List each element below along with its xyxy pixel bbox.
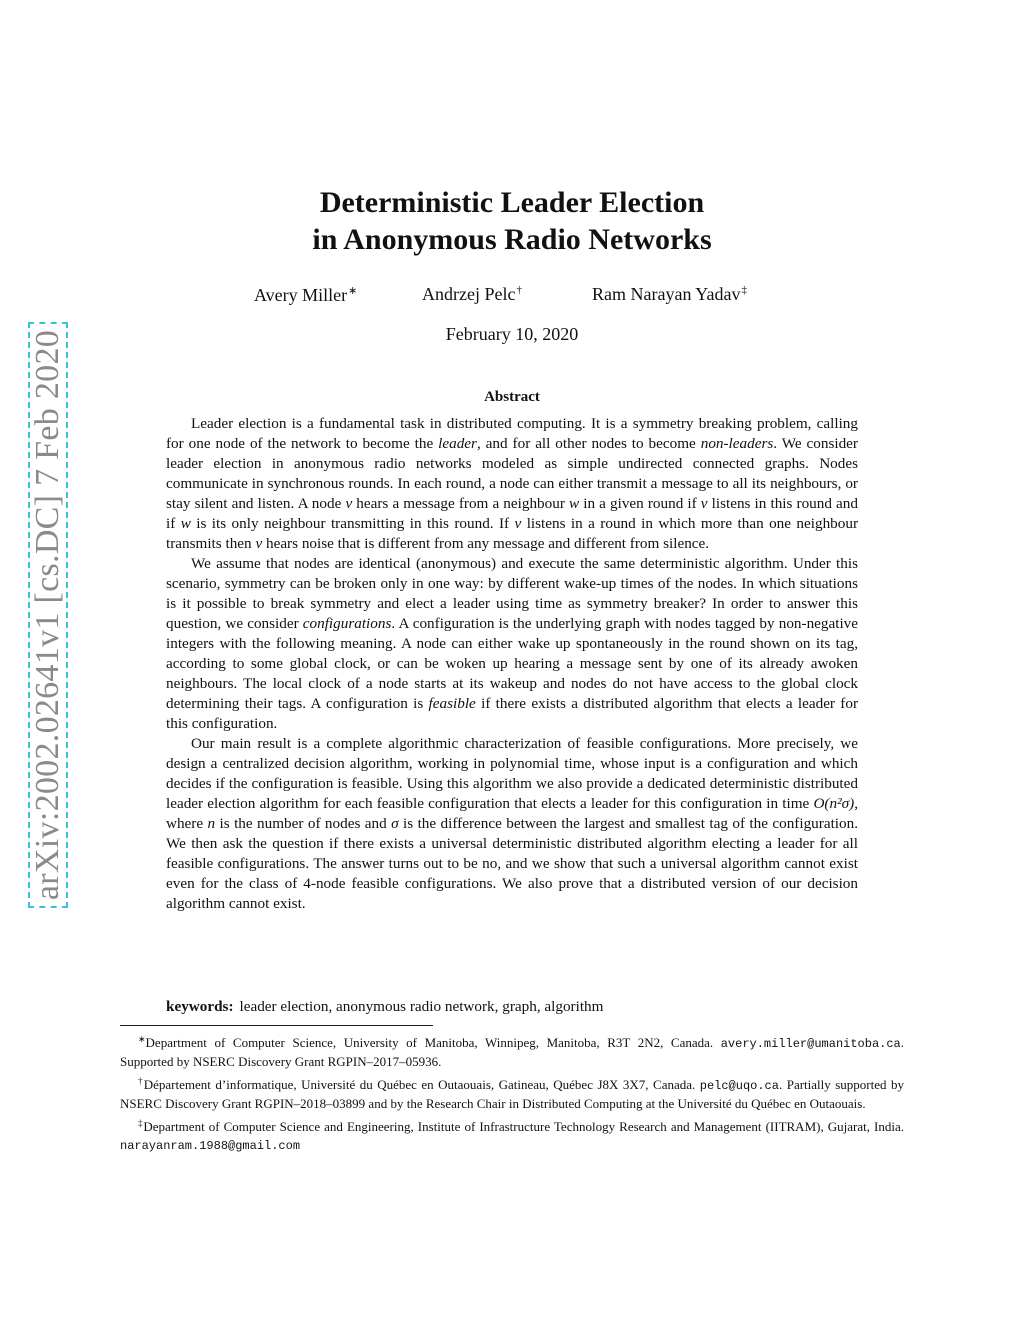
publication-date: February 10, 2020 — [445, 324, 579, 344]
footnotes — [120, 1030, 904, 1156]
abstract-paragraph-3: Our main result is a complete algorithmic characterization of feasible configurations. More precisely, we design a centralized decision algorithm, working in polynomial time, whose input is a configuration and which decides if the configuration is feasible. Using this algorithm we also provide a dedicated deterministic distributed leader election algorithm for each feasible configuration that elects a leader for this configuration in time O(n²σ), where n is the number of nodes and σ is the difference between the largest and smallest tag of the configuration. We then ask the question if there exists a universal deterministic distributed algorithm electing a leader for all feasible configurations. The answer turns out to be no, and we show that such a universal algorithm cannot exist even for the class of 4-node feasible configurations. We also prove that a distributed version of our decision algorithm cannot exist. — [166, 735, 858, 912]
email-link-2[interactable]: pelc@uqo.ca — [699, 1079, 779, 1093]
title-line-1: Deterministic Leader Election — [319, 186, 705, 219]
keywords-text: leader election, anonymous radio network, graph, algorithm — [239, 998, 604, 1015]
author-1: Avery Miller∗ — [254, 285, 358, 305]
author-3: Ram Narayan Yadav‡ — [592, 284, 747, 304]
title-line-2: in Anonymous Radio Networks — [312, 223, 712, 256]
footnote-1: ∗Department of Computer Science, University of Manitoba, Winnipeg, Manitoba, R3T 2N2, Canada. avery.miller@umanitoba.ca. Supported by NSERC Discovery Grant RGPIN–2017–05936. — [120, 1034, 904, 1069]
footnote-3: ‡Department of Computer Science and Engineering, Institute of Infrastructure Technology Research and Management (IITRAM), Gujarat, India. narayanram.1988@gmail.com — [120, 1118, 905, 1153]
keywords-label: keywords: — [166, 998, 234, 1015]
email-link-3[interactable]: narayanram.1988@gmail.com — [120, 1139, 301, 1153]
footnote-2: †Département d’informatique, Université du Québec en Outaouais, Gatineau, Québec J8X 3X7, Canada. pelc@uqo.ca. Partially supported by NSERC Discovery Grant RGPIN–2018–03899 and by the Research Chair in Distributed Computing at the Université du Québec en Outaouais. — [120, 1076, 905, 1111]
email-link-1[interactable]: avery.miller@umanitoba.ca — [720, 1037, 901, 1051]
abstract-paragraph-2: We assume that nodes are identical (anonymous) and execute the same deterministic algorithm. Under this scenario, symmetry can be broken only in one way: by different wake-up times of the nodes. In which situations is it possible to break symmetry and elect a leader using time as symmetry breaker? In order to answer this question, we consider configurations. A configuration is the underlying graph with nodes tagged by non-negative integers with the following meaning. A node can either wake up spontaneously in the round shown on its tag, according to some global clock, or can be woken up hearing a message sent by one of its already awoken neighbours. The local clock of a node starts at its wakeup and nodes do not have access to the global clock determining their tags. A configuration is feasible if there exists a distributed algorithm that elects a leader for this configuration. — [166, 555, 859, 732]
abstract-heading: Abstract — [484, 389, 540, 405]
abstract-body — [166, 414, 858, 914]
paper-title — [200, 184, 824, 258]
abstract-paragraph-1: Leader election is a fundamental task in distributed computing. It is a symmetry breaking problem, calling for one node of the network to become the leader, and for all other nodes to become non-leaders. We consider leader election in anonymous radio networks modeled as simple undirected connected graphs. Nodes communicate in synchronous rounds. In each round, a node can either transmit a message to all its neighbours, or stay silent and listen. A node v hears a message from a neighbour w in a given round if v listens in this round and if w is its only neighbour transmitting in this round. If v listens in a round in which more than one neighbour transmits then v hears noise that is different from any message and different from silence. — [166, 415, 858, 552]
author-2: Andrzej Pelc† — [422, 284, 522, 304]
footnote-divider — [120, 1025, 433, 1026]
keywords-line — [166, 998, 858, 1016]
arxiv-identifier[interactable]: arXiv:2002.02641v1 [cs.DC] 7 Feb 2020 — [29, 329, 66, 901]
